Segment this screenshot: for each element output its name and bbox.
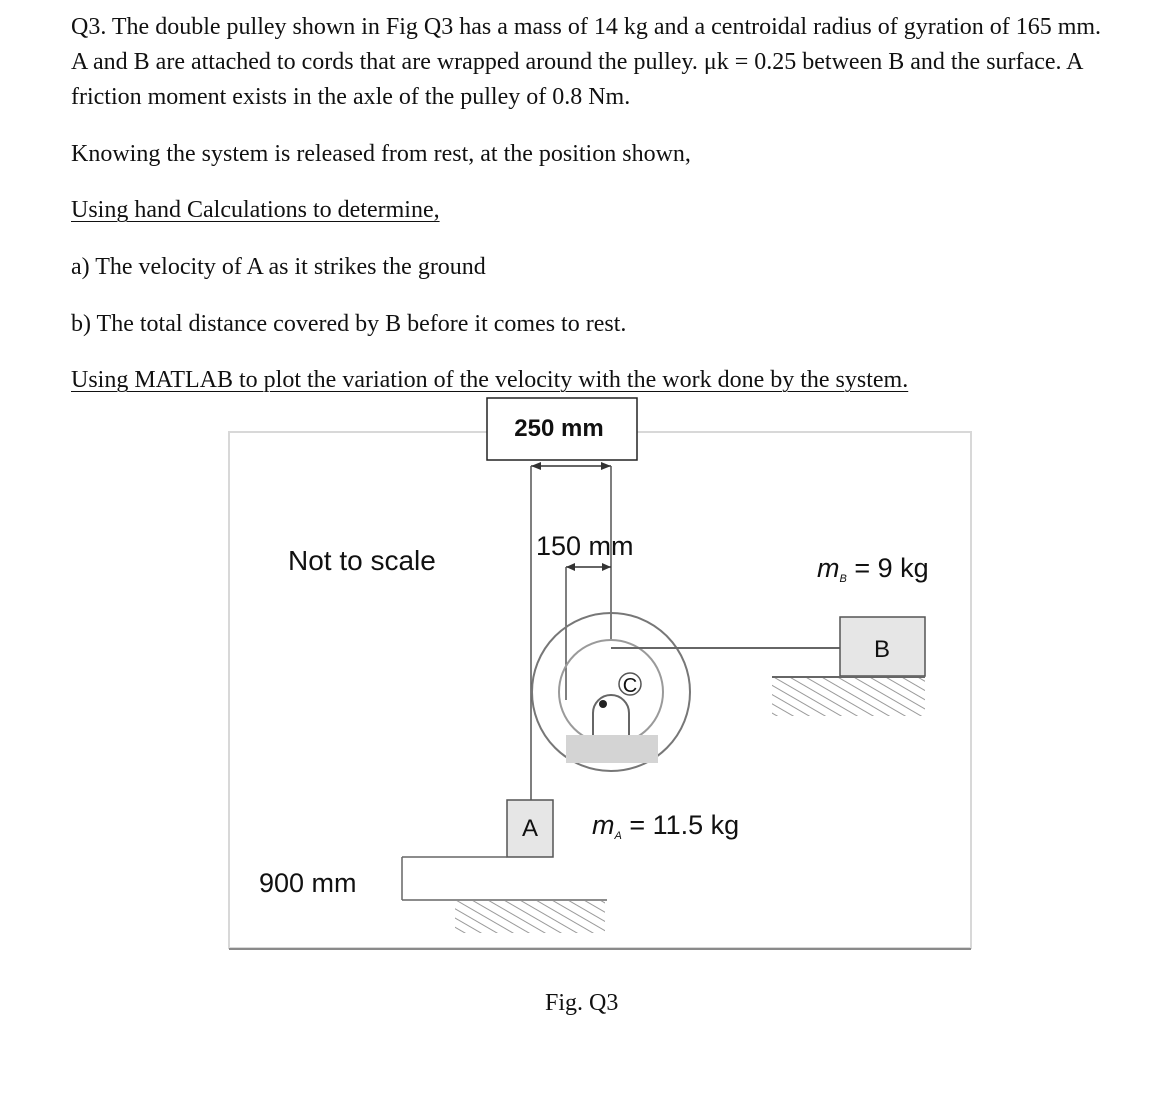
part-b: b) The total distance covered by B before it comes to rest. bbox=[71, 311, 627, 337]
mass-b-label: mB = 9 kg bbox=[817, 553, 929, 585]
drop-height-label: 900 mm bbox=[259, 868, 357, 898]
center-label: C bbox=[622, 675, 638, 697]
part-a: a) The velocity of A as it strikes the ground bbox=[71, 254, 486, 280]
block-a-label: A bbox=[521, 815, 539, 842]
matlab-heading: Using MATLAB to plot the variation of the velocity with the work done by the system. bbox=[71, 367, 909, 393]
ground-a-hatch bbox=[455, 901, 605, 933]
hand-calc-heading: Using hand Calculations to determine, bbox=[71, 197, 440, 223]
pulley-support bbox=[566, 735, 658, 763]
dimension-250-label: 250 mm bbox=[514, 415, 604, 442]
mass-a-label: mA = 11.5 kg bbox=[592, 810, 740, 842]
ground-b-hatch bbox=[772, 678, 925, 716]
question-intro: Q3. The double pulley shown in Fig Q3 has a mass of 14 kg and a centroidal radius of gyration of 165 mm. A and B are attached to cords that are wrapped around the pulley. μk = 0.25 between B and the surface. A friction moment exists in the axle of the pulley of 0.8 Nm. bbox=[71, 14, 1102, 110]
block-b-label: B bbox=[873, 636, 891, 663]
question-condition: Knowing the system is released from rest, at the position shown, bbox=[71, 141, 691, 167]
figure-caption: Fig. Q3 bbox=[545, 990, 619, 1016]
scale-note: Not to scale bbox=[288, 545, 436, 576]
dimension-150-label: 150 mm bbox=[536, 531, 634, 561]
